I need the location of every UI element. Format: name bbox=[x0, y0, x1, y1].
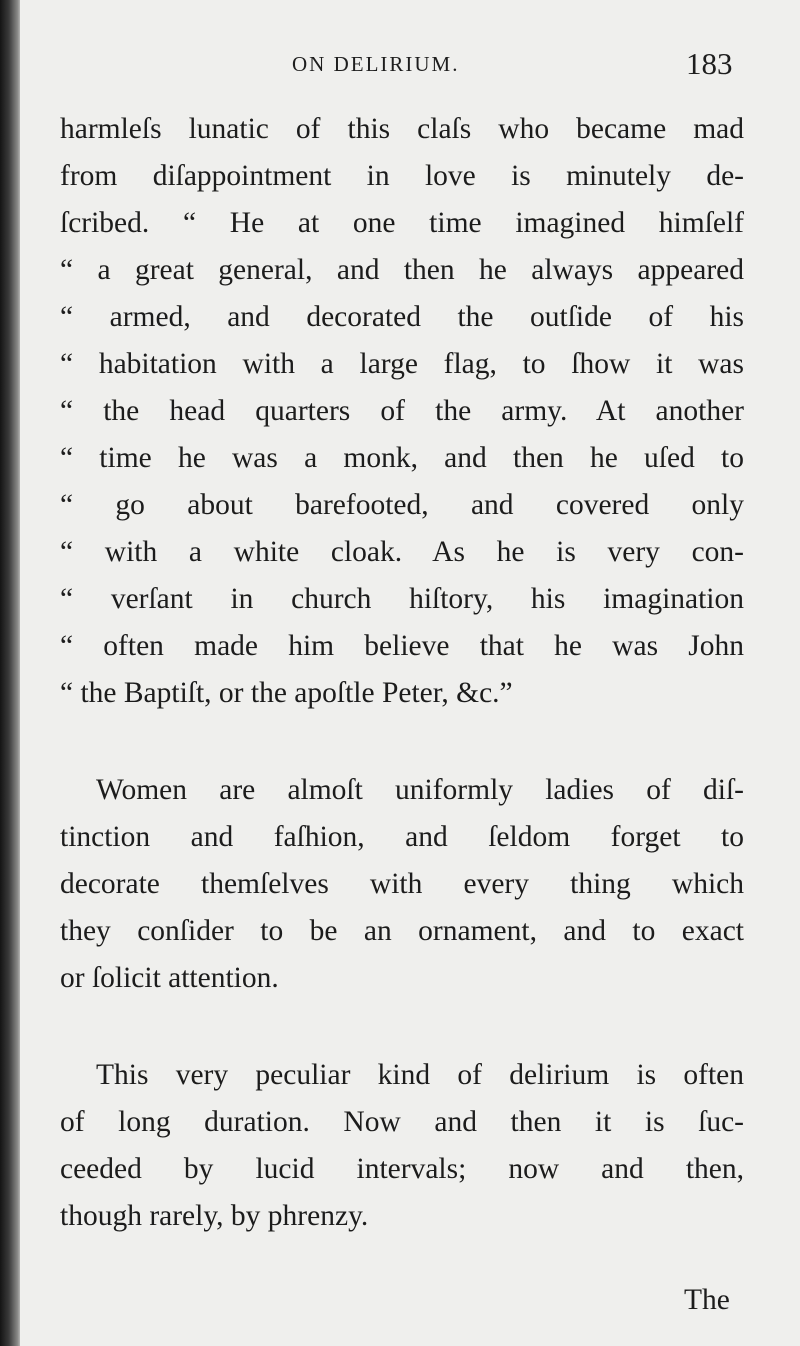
paragraph bbox=[60, 106, 744, 717]
page-header bbox=[20, 44, 800, 94]
text-line: from diſappointment in love is minutely de- bbox=[60, 160, 744, 192]
page-gutter-shadow bbox=[0, 0, 22, 1346]
paragraph-spacer bbox=[60, 717, 744, 767]
text-line: “ often made him believe that he was John bbox=[60, 630, 744, 662]
text-line: Women are almoſt uniformly ladies of diſ- bbox=[96, 774, 744, 806]
body-text bbox=[60, 106, 744, 1240]
text-line: “ verſant in church hiſtory, his imagination bbox=[60, 583, 744, 615]
text-line: they conſider to be an ornament, and to exact bbox=[60, 915, 744, 947]
text-line: harmleſs lunatic of this claſs who became mad bbox=[60, 113, 744, 145]
text-line: This very peculiar kind of delirium is often bbox=[96, 1059, 744, 1091]
book-page bbox=[20, 0, 800, 1346]
text-line: “ the Baptiſt, or the apoſtle Peter, &c.” bbox=[60, 677, 513, 709]
text-line: “ habitation with a large flag, to ſhow it was bbox=[60, 348, 744, 380]
text-line: “ go about barefooted, and covered only bbox=[60, 489, 744, 521]
text-line: “ the head quarters of the army. At another bbox=[60, 395, 744, 427]
text-line: “ with a white cloak. As he is very con- bbox=[60, 536, 744, 568]
text-line: “ time he was a monk, and then he uſed to bbox=[60, 442, 744, 474]
text-line: “ armed, and decorated the outſide of his bbox=[60, 301, 744, 333]
text-line: of long duration. Now and then it is ſuc- bbox=[60, 1106, 744, 1138]
catchword: The bbox=[684, 1284, 730, 1316]
paragraph bbox=[60, 767, 744, 1002]
text-line: “ a great general, and then he always appeared bbox=[60, 254, 744, 286]
running-head: ON DELIRIUM. bbox=[292, 52, 460, 76]
text-line: though rarely, by phrenzy. bbox=[60, 1200, 369, 1232]
paragraph-spacer bbox=[60, 1002, 744, 1052]
text-line: ceeded by lucid intervals; now and then, bbox=[60, 1153, 744, 1185]
paragraph bbox=[60, 1052, 744, 1240]
page-number: 183 bbox=[686, 46, 733, 81]
text-line: tinction and faſhion, and ſeldom forget to bbox=[60, 821, 744, 853]
text-line: or ſolicit attention. bbox=[60, 962, 279, 994]
text-line: decorate themſelves with every thing which bbox=[60, 868, 744, 900]
text-line: ſcribed. “ He at one time imagined himſelf bbox=[60, 207, 744, 239]
